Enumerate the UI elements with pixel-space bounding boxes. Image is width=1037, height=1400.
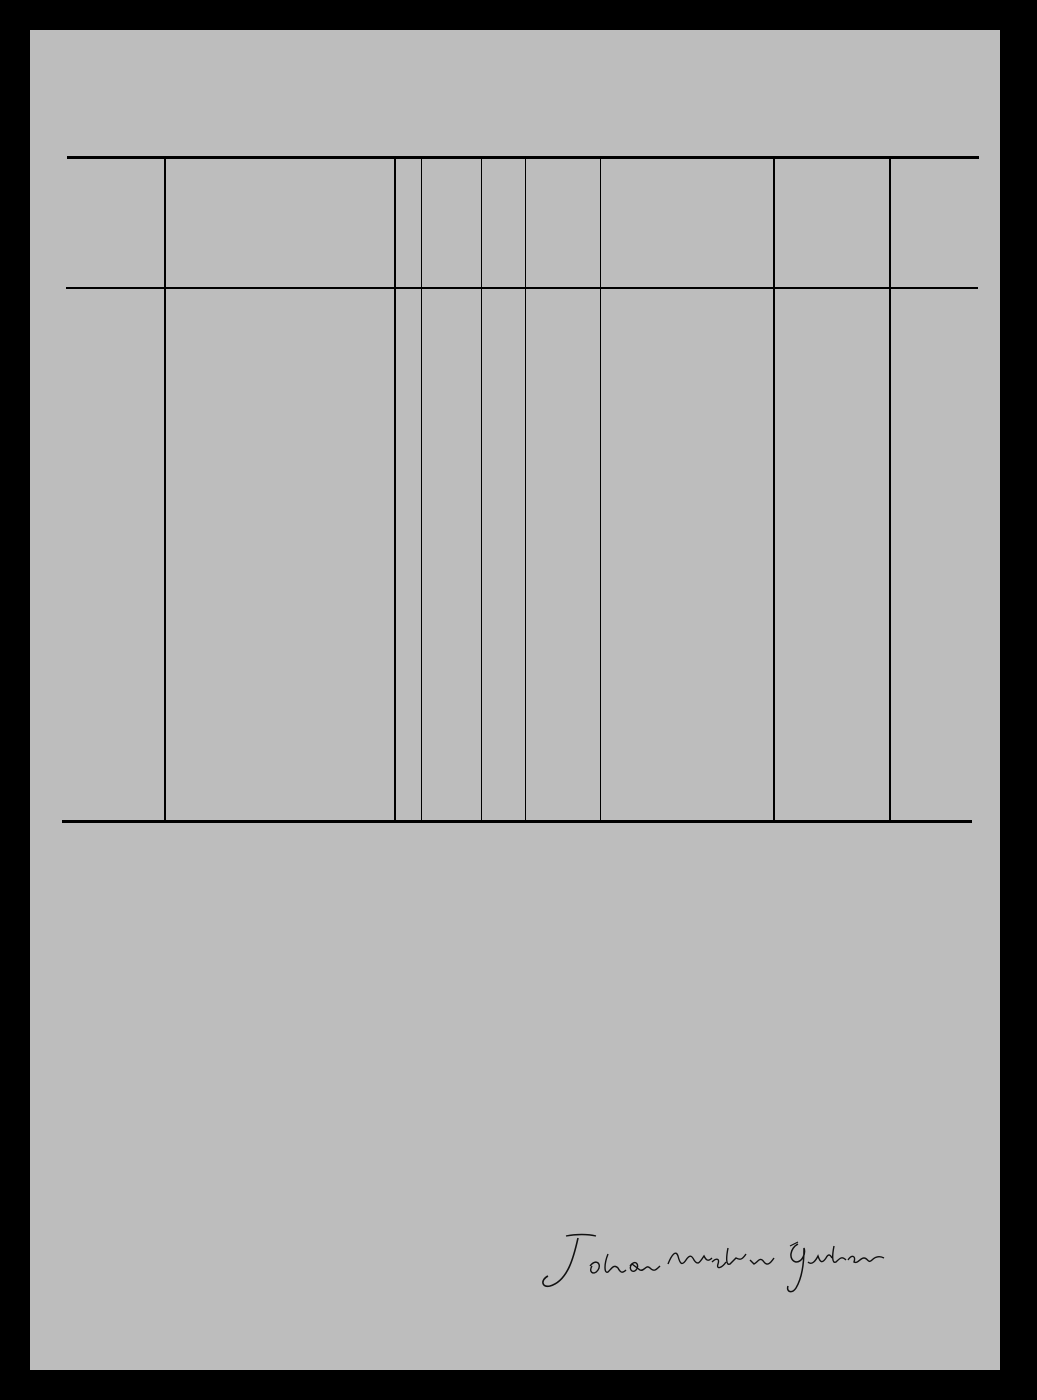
header-stedets-betegnelse [66,196,164,246]
column-divider [394,159,396,820]
header-rule [66,287,978,289]
header-fodselsdag [422,196,481,248]
header-anmaerkninger [891,214,981,238]
bottom-rule [62,820,972,823]
column-divider [773,159,775,820]
header-aegteskabelig-stilling [481,165,525,281]
top-rule [67,156,979,159]
column-divider [889,159,891,820]
header-personernes-navn [166,210,394,234]
column-divider [525,159,526,820]
header-stilling-i-familien [538,166,590,286]
handwritten-signature [538,1226,898,1306]
header-kjonnet [397,162,419,276]
header-midlertidigt-opholdssted [775,207,889,243]
column-divider [600,159,601,820]
column-divider [164,159,166,820]
header-erhverv [601,216,773,236]
column-divider [421,159,422,820]
